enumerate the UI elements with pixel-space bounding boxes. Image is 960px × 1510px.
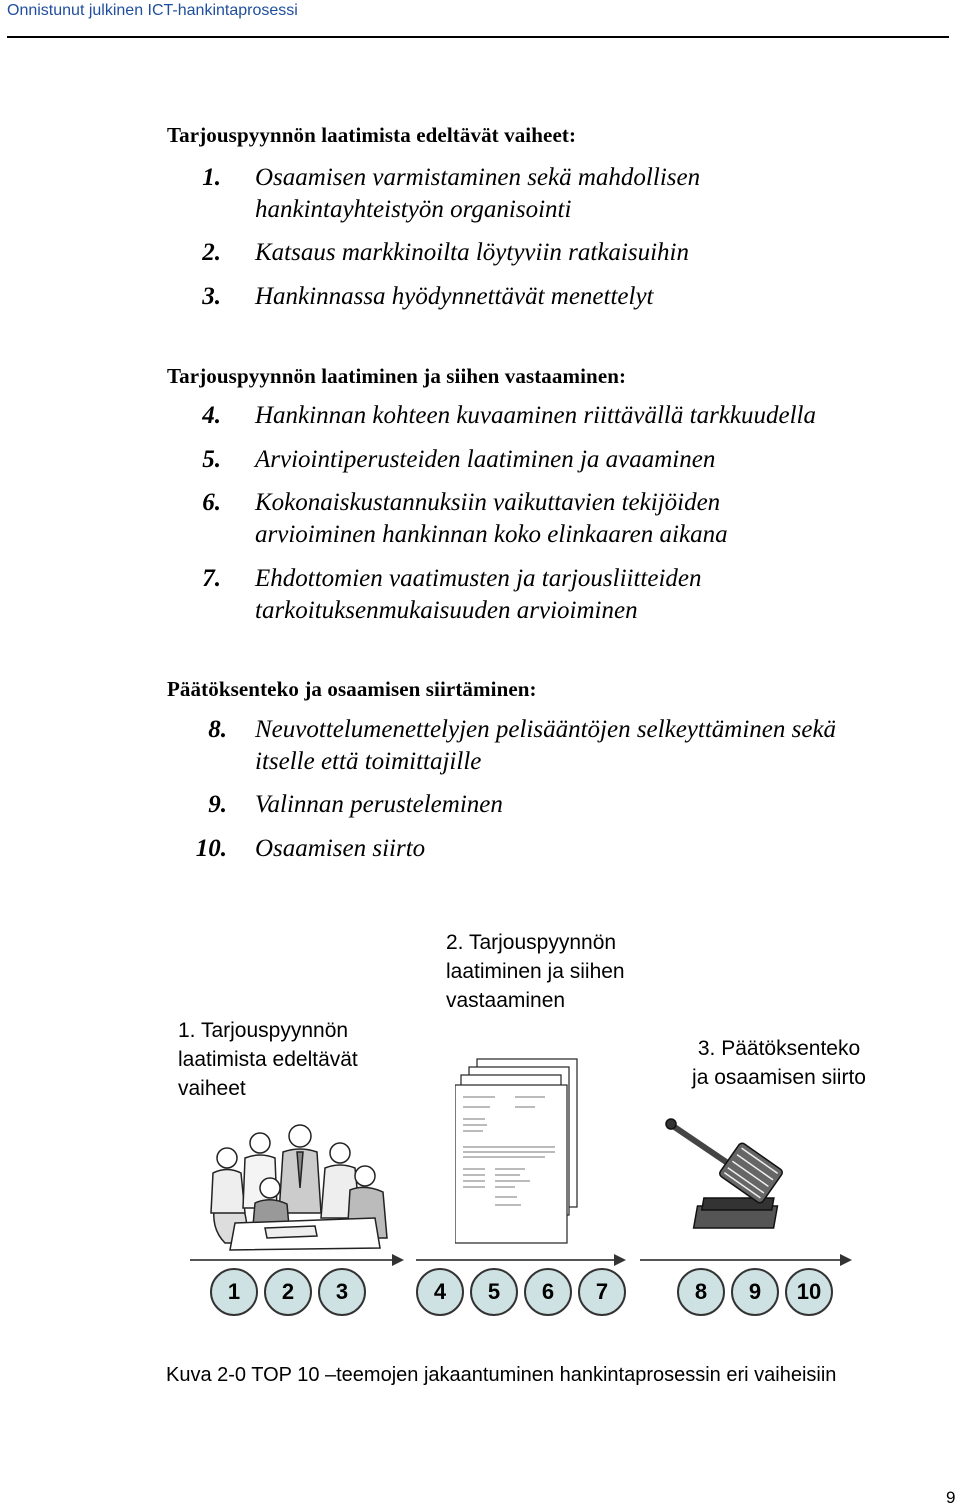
step-circle-8: 8 bbox=[677, 1268, 725, 1316]
item-number: 2. bbox=[202, 239, 221, 266]
item-number: 4. bbox=[202, 402, 221, 429]
item-number: 7. bbox=[202, 565, 221, 592]
item-line: itselle että toimittajille bbox=[255, 748, 482, 775]
phase-line: ja osaamisen siirto bbox=[692, 1066, 866, 1089]
item-number: 9. bbox=[208, 791, 227, 818]
item-text: Hankinnan kohteen kuvaaminen riittävällä tarkkuudella bbox=[255, 402, 816, 429]
item-text bbox=[255, 714, 955, 778]
phase-1-label bbox=[178, 1016, 358, 1103]
step-circle-3: 3 bbox=[318, 1268, 366, 1316]
item-text: Valinnan perusteleminen bbox=[255, 791, 503, 818]
page-number: 9 bbox=[946, 1488, 956, 1507]
figure-caption: Kuva 2-0 TOP 10 –teemojen jakaantuminen hankintaprosessin eri vaiheisiin bbox=[166, 1364, 837, 1386]
meeting-people-icon bbox=[205, 1118, 395, 1253]
item-text: Hankinnassa hyödynnettävät menettelyt bbox=[255, 283, 654, 310]
header-title: Onnistunut julkinen ICT-hankintaprosessi bbox=[7, 2, 298, 19]
step-circle-7: 7 bbox=[578, 1268, 626, 1316]
item-text bbox=[255, 487, 935, 551]
item-text: Arviointiperusteiden laatiminen ja avaaminen bbox=[255, 446, 716, 473]
header-rule bbox=[7, 36, 949, 38]
step-circle-10: 10 bbox=[785, 1268, 833, 1316]
phase-line: 3. Päätöksenteko bbox=[697, 1037, 861, 1060]
section-heading-3: Päätöksenteko ja osaamisen siirtäminen: bbox=[167, 677, 537, 701]
phase-3-label bbox=[670, 1034, 888, 1092]
section-heading-1: Tarjouspyynnön laatimista edeltävät vaiheet: bbox=[167, 123, 577, 147]
item-line: Osaamisen varmistaminen sekä mahdollisen bbox=[255, 164, 701, 191]
section-heading-2: Tarjouspyynnön laatiminen ja siihen vastaaminen: bbox=[167, 364, 627, 388]
item-number: 1. bbox=[202, 164, 221, 191]
item-number: 3. bbox=[202, 283, 221, 310]
phase-line: 1. Tarjouspyynnön bbox=[178, 1019, 349, 1042]
step-circle-5: 5 bbox=[470, 1268, 518, 1316]
gavel-icon bbox=[663, 1118, 803, 1243]
item-number: 8. bbox=[208, 716, 227, 743]
item-number: 10. bbox=[195, 835, 227, 862]
item-text bbox=[255, 162, 935, 226]
item-line: tarkoituksenmukaisuuden arvioiminen bbox=[255, 597, 638, 624]
timeline-arrows bbox=[0, 1250, 960, 1270]
phase-line: laatiminen ja siihen bbox=[446, 960, 625, 983]
item-line: Neuvottelumenettelyjen pelisääntöjen selkeyttäminen sekä bbox=[255, 716, 837, 743]
step-circle-1: 1 bbox=[210, 1268, 258, 1316]
item-line: arvioiminen hankinnan koko elinkaaren aikana bbox=[255, 521, 728, 548]
phase-2-label bbox=[446, 928, 625, 1015]
item-line: hankintayhteistyön organisointi bbox=[255, 196, 572, 223]
phase-line: vaiheet bbox=[178, 1077, 246, 1100]
step-circle-6: 6 bbox=[524, 1268, 572, 1316]
phase-line: 2. Tarjouspyynnön bbox=[446, 931, 617, 954]
document-stack-icon bbox=[455, 1055, 585, 1250]
item-number: 5. bbox=[202, 446, 221, 473]
phase-line: laatimista edeltävät bbox=[178, 1048, 358, 1071]
step-circle-9: 9 bbox=[731, 1268, 779, 1316]
step-circle-2: 2 bbox=[264, 1268, 312, 1316]
item-text bbox=[255, 563, 935, 627]
phase-line: vastaaminen bbox=[446, 989, 566, 1012]
item-text: Osaamisen siirto bbox=[255, 835, 426, 862]
item-line: Ehdottomien vaatimusten ja tarjousliitteiden bbox=[255, 565, 702, 592]
item-text: Katsaus markkinoilta löytyviin ratkaisuihin bbox=[255, 239, 689, 266]
item-number: 6. bbox=[202, 489, 221, 516]
item-line: Kokonaiskustannuksiin vaikuttavien tekijöiden bbox=[255, 489, 721, 516]
step-circle-4: 4 bbox=[416, 1268, 464, 1316]
